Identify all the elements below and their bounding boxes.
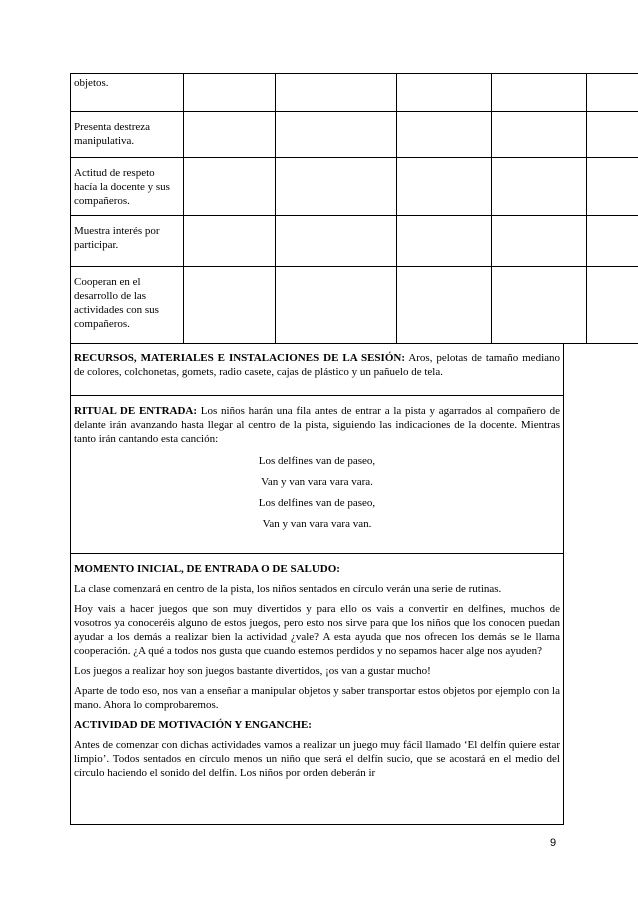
empty-cell xyxy=(184,74,276,112)
table-row xyxy=(71,158,638,216)
empty-cell xyxy=(276,74,397,112)
empty-cell xyxy=(276,216,397,267)
empty-cell xyxy=(276,112,397,158)
ritual-heading: RITUAL DE ENTRADA: xyxy=(74,405,198,417)
song-line: Los delfines van de paseo, xyxy=(258,497,376,509)
empty-cell xyxy=(184,112,276,158)
empty-cell xyxy=(397,267,492,344)
entry-ritual-section xyxy=(70,396,564,554)
resources-text: Aros, pelotas de tamaño mediano de colores, colchonetas, gomets, radio casete, cajas de plástico y un pañuelo de tela. xyxy=(74,352,561,378)
paragraph: La clase comenzará en centro de la pista, los niños sentados en círculo verán una serie de rutinas. xyxy=(74,583,502,595)
empty-cell xyxy=(492,158,587,216)
empty-cell xyxy=(397,112,492,158)
paragraph: Hoy vais a hacer juegos que son muy divertidos y para ello os vais a convertir en delfines, muchos de vosotros ya conoceréis alguno de estos juegos, pero esto nos sirve para que los niños que los conocen puedan ayudar a los demás a realizar bien la actividad ¿vale? A esta ayuda que nos ofrecen los demás se le llama cooperación. ¿A qué a todos nos gusta que cuando estemos perdidos y no sepamos hacer alge nos ayuden? xyxy=(74,603,560,657)
empty-cell xyxy=(397,216,492,267)
song-line: Van y van vara vara van. xyxy=(262,518,372,530)
paragraph: Los juegos a realizar hoy son juegos bastante divertidos, ¡os van a gustar mucho! xyxy=(74,665,431,677)
empty-cell xyxy=(492,112,587,158)
initial-moment-section xyxy=(70,554,564,825)
ritual-text: Los niños harán una fila antes de entrar a la pista y agarrados al compañero de delante irán avanzando hasta llegar al centro de la pista, siguiendo las indicaciones de la docente. Mientras tanto irán cantando esta canción: xyxy=(74,405,560,445)
empty-cell xyxy=(184,216,276,267)
empty-cell xyxy=(397,74,492,112)
row-label: Cooperan en el desarrollo de las actividades con sus compañeros. xyxy=(71,267,184,344)
row-label: Muestra interés por participar. xyxy=(71,216,184,267)
row-label: Actitud de respeto hacía la docente y sus compañeros. xyxy=(71,158,184,216)
empty-cell xyxy=(587,74,638,112)
row-label: objetos. xyxy=(71,74,184,112)
empty-cell xyxy=(184,158,276,216)
song-line: Van y van vara vara vara. xyxy=(261,476,373,488)
paragraph: Aparte de todo eso, nos van a enseñar a manipular objetos y saber transportar estos objetos por ejemplo con la mano. Ahora lo comprobaremos. xyxy=(74,685,560,711)
resources-section xyxy=(70,343,564,396)
table-row xyxy=(71,267,638,344)
table-row xyxy=(71,74,638,112)
empty-cell xyxy=(492,216,587,267)
initial-moment-heading: MOMENTO INICIAL, DE ENTRADA O DE SALUDO: xyxy=(74,563,340,575)
empty-cell xyxy=(587,267,638,344)
page-number: 9 xyxy=(550,837,557,849)
empty-cell xyxy=(276,267,397,344)
empty-cell xyxy=(492,74,587,112)
empty-cell xyxy=(587,216,638,267)
song-line: Los delfines van de paseo, xyxy=(258,455,376,467)
empty-cell xyxy=(397,158,492,216)
paragraph: Antes de comenzar con dichas actividades vamos a realizar un juego muy fácil llamado ‘El delfín quiere estar limpio’. Todos sentados en círculo menos un niño que será el delfín sucio, que se acostará en el medio del círculo haciendo el sonido del delfín. Los niños por orden deberán ir xyxy=(74,739,560,779)
row-label: Presenta destreza manipulativa. xyxy=(71,112,184,158)
evaluation-table xyxy=(70,73,638,344)
empty-cell xyxy=(276,158,397,216)
motivation-heading: ACTIVIDAD DE MOTIVACIÓN Y ENGANCHE: xyxy=(74,719,312,731)
empty-cell xyxy=(587,112,638,158)
empty-cell xyxy=(587,158,638,216)
song-lyrics xyxy=(74,454,560,538)
table-row xyxy=(71,216,638,267)
empty-cell xyxy=(184,267,276,344)
table-row xyxy=(71,112,638,158)
empty-cell xyxy=(492,267,587,344)
resources-heading: RECURSOS, MATERIALES E INSTALACIONES DE LA SESIÓN: xyxy=(74,352,405,364)
